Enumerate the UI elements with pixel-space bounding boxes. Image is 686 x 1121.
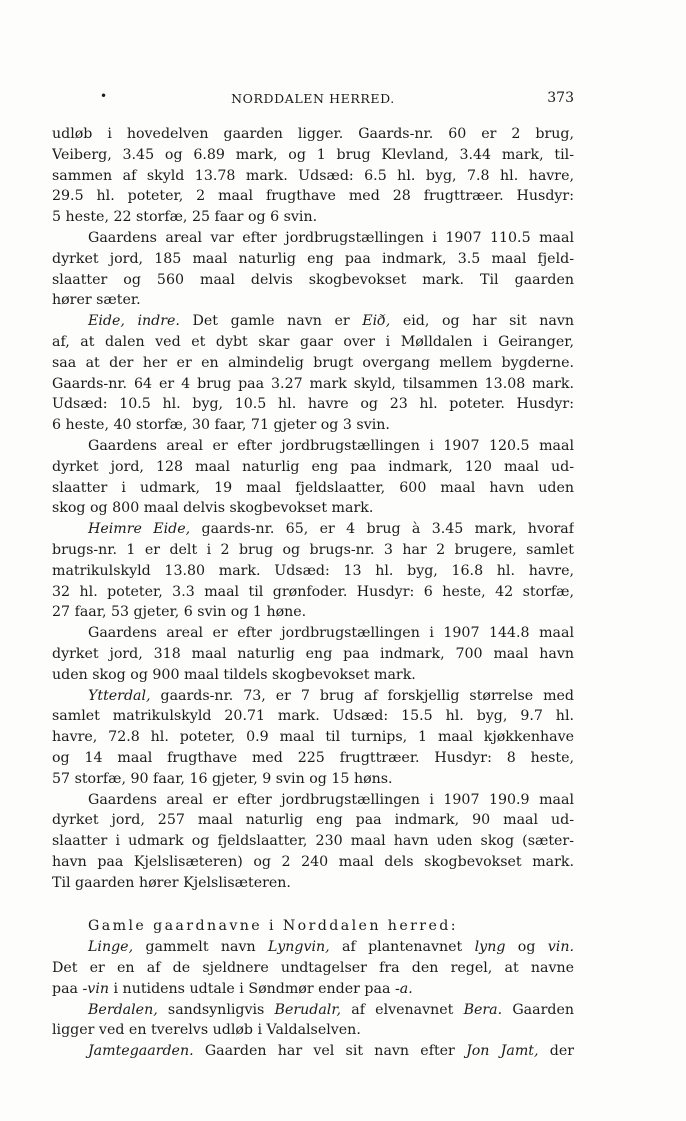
paragraph-eide-indre bbox=[52, 311, 574, 436]
paragraph-areal-4 bbox=[52, 790, 574, 894]
text-line: slaatter i udmark, 19 maal fjeldslaatter, 600 maal havn uden bbox=[52, 479, 574, 496]
text-line: 6 heste, 40 storfæ, 30 faar, 71 gjeter og 3 svin. bbox=[52, 417, 390, 434]
text-line: 5 heste, 22 storfæ, 25 faar og 6 svin. bbox=[52, 209, 318, 226]
text-line: slaatter og 560 maal delvis skogbevokset mark. Til gaarden bbox=[52, 271, 574, 288]
header-bullet: • bbox=[100, 89, 108, 103]
text-line: ligger ved en tverelvs udløb i Valdalselven. bbox=[52, 1022, 361, 1039]
running-head bbox=[52, 91, 574, 111]
paragraph-areal-3 bbox=[52, 623, 574, 685]
text-line: Gaardens areal var efter jordbrugstællingen i 1907 110.5 maal bbox=[88, 229, 574, 246]
text-line: Berdalen, sandsynligvis Berudalr, af elvenavnet Bera. Gaarden bbox=[88, 1001, 574, 1018]
farm-name: Heimre Eide, bbox=[88, 521, 191, 538]
text-line: havn paa Kjelslisæteren) og 2 240 maal dels skogbevokset mark. bbox=[52, 853, 574, 870]
text-line: 57 storfæ, 90 faar, 16 gjeter, 9 svin og 15 høns. bbox=[52, 770, 393, 787]
paragraph-linge bbox=[52, 937, 574, 999]
text-line: 27 faar, 53 gjeter, 6 svin og 1 høne. bbox=[52, 604, 307, 621]
text-line: Det er en af de sjeldnere undtagelser fra den regel, at navne bbox=[52, 960, 574, 977]
farm-name: Ytterdal, bbox=[88, 687, 151, 704]
text-line: Heimre Eide, gaards-nr. 65, er 4 brug à 3.45 mark, hvoraf bbox=[88, 521, 574, 538]
section-gap bbox=[52, 893, 574, 916]
text-line: samlet matrikulskyld 20.71 mark. Udsæd: 15.5 hl. byg, 9.7 hl. bbox=[52, 708, 574, 725]
text-line: saa at der her er en almindelig brugt overgang mellem bygderne. bbox=[52, 354, 574, 371]
paragraph-jamtegaarden bbox=[52, 1041, 574, 1062]
farm-name: Berdalen, bbox=[88, 1001, 158, 1018]
text-line: dyrket jord, 318 maal naturlig eng paa indmark, 700 maal havn bbox=[52, 645, 574, 662]
paragraph-berdalen bbox=[52, 1000, 574, 1042]
section-heading: Gamle gaardnavne i Norddalen herred: bbox=[88, 918, 458, 935]
paragraph-areal-2 bbox=[52, 436, 574, 519]
text-line: og 14 maal frugthave med 225 frugttræer. Husdyr: 8 heste, bbox=[52, 749, 574, 766]
text-line: matrikulskyld 13.80 mark. Udsæd: 13 hl. byg, 16.8 hl. havre, bbox=[52, 562, 574, 579]
text-line: dyrket jord, 185 maal naturlig eng paa indmark, 3.5 maal fjeld- bbox=[52, 250, 574, 267]
text-line: brugs-nr. 1 er delt i 2 brug og brugs-nr. 3 har 2 brugere, samlet bbox=[52, 541, 574, 558]
farm-name: Linge, bbox=[88, 939, 134, 956]
text-line: sammen af skyld 13.78 mark. Udsæd: 6.5 hl. byg, 7.8 hl. havre, bbox=[52, 167, 574, 184]
text-line: dyrket jord, 128 maal naturlig eng paa indmark, 120 maal ud- bbox=[52, 458, 574, 475]
text-line: Gaardens areal er efter jordbrugstællingen i 1907 120.5 maal bbox=[88, 437, 574, 454]
text-line: uden skog og 900 maal tildels skogbevokset mark. bbox=[52, 666, 416, 683]
text-line: Jamtegaarden. Gaarden har vel sit navn efter Jon Jamt, der bbox=[88, 1043, 574, 1060]
text-line: udløb i hovedelven gaarden ligger. Gaards-nr. 60 er 2 brug, bbox=[52, 126, 574, 142]
text-line: Gaardens areal er efter jordbrugstællingen i 1907 190.9 maal bbox=[88, 791, 574, 808]
text-line: havre, 72.8 hl. poteter, 0.9 maal til turnips, 1 maal kjøkkenhave bbox=[52, 729, 574, 746]
farm-name: Eide, indre. bbox=[88, 313, 180, 330]
paragraph-ytterdal bbox=[52, 686, 574, 790]
body-text bbox=[52, 124, 574, 1062]
old-name: Eið, bbox=[362, 313, 391, 330]
text-line: 29.5 hl. poteter, 2 maal frugthave med 28 frugttræer. Husdyr: bbox=[52, 188, 574, 205]
text-line: skog og 800 maal delvis skogbevokset mark. bbox=[52, 500, 374, 517]
text-line: dyrket jord, 257 maal naturlig eng paa indmark, 90 maal ud- bbox=[52, 812, 574, 829]
text-line: paa -vin i nutidens udtale i Søndmør ender paa -a. bbox=[52, 980, 413, 997]
text-line: hører sæter. bbox=[52, 292, 141, 309]
text-line: slaatter i udmark og fjeldslaatter, 230 maal havn uden skog (sæter- bbox=[52, 833, 574, 850]
text-line: 32 hl. poteter, 3.3 maal til grønfoder. Husdyr: 6 heste, 42 storfæ, bbox=[52, 583, 574, 600]
running-head-title: NORDDALEN HERRED. bbox=[231, 91, 395, 106]
text-line: Gaardens areal er efter jordbrugstællingen i 1907 144.8 maal bbox=[88, 625, 574, 642]
paragraph-heimre-eide bbox=[52, 519, 574, 623]
text-line: Linge, gammelt navn Lyngvin, af plantenavnet lyng og vin. bbox=[88, 939, 574, 956]
text-line: Udsæd: 10.5 hl. byg, 10.5 hl. havre og 23 hl. poteter. Husdyr: bbox=[52, 396, 574, 413]
paragraph-areal-1 bbox=[52, 228, 574, 311]
paragraph-continued bbox=[52, 124, 574, 228]
text-line: Til gaarden hører Kjelslisæteren. bbox=[52, 874, 291, 891]
text-line: Gaards-nr. 64 er 4 brug paa 3.27 mark skyld, tilsammen 13.08 mark. bbox=[52, 375, 574, 392]
text-line: af, at dalen ved et dybt skar gaar over i Mølldalen i Geiranger, bbox=[52, 333, 574, 350]
farm-name: Jamtegaarden. bbox=[88, 1043, 194, 1060]
text-line: Ytterdal, gaards-nr. 73, er 7 brug af forskjellig størrelse med bbox=[88, 687, 574, 704]
text-line: Veiberg, 3.45 og 6.89 mark, og 1 brug Klevland, 3.44 mark, til- bbox=[52, 146, 574, 163]
text-line: Eide, indre. Det gamle navn er Eið, eid, og har sit navn bbox=[88, 313, 574, 330]
page-number: 373 bbox=[547, 90, 574, 106]
